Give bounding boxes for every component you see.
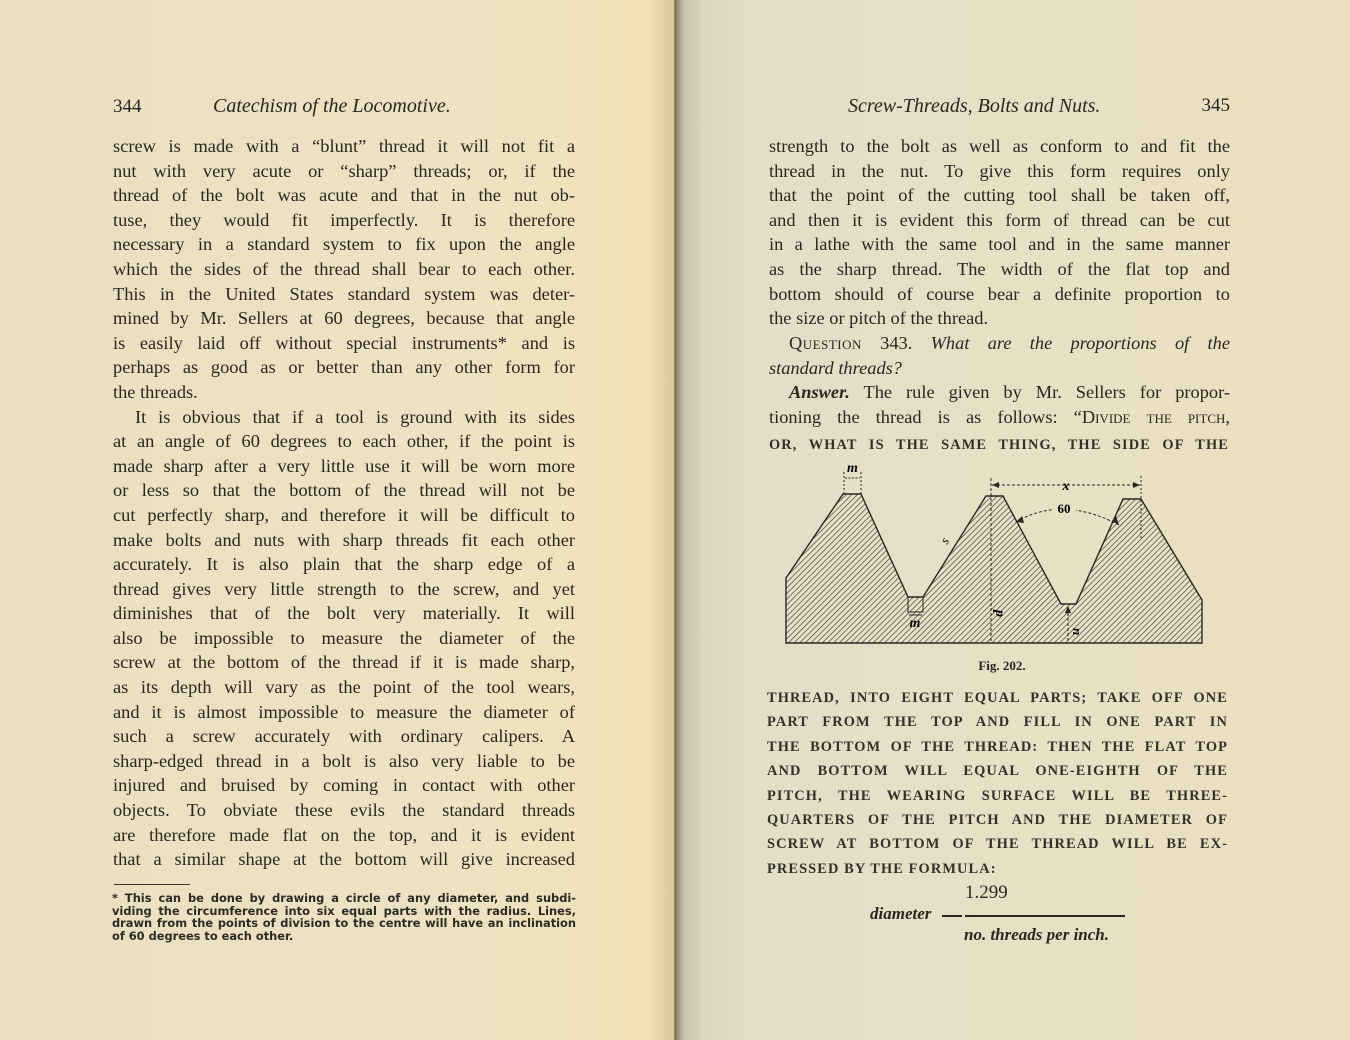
left-running-title: Catechism of the Locomotive. bbox=[213, 95, 451, 117]
text-line: make bolts and nuts with sharp threads fit each other bbox=[113, 529, 575, 550]
answer-label: Answer. bbox=[789, 382, 850, 403]
caps-line: PART FROM THE TOP AND FILL IN ONE PART IN bbox=[767, 714, 1228, 731]
text-line: that a similar shape at the bottom will give increased bbox=[113, 849, 575, 870]
answer-text: The rule given by Mr. Sellers for propor- bbox=[863, 382, 1230, 403]
text-line: as its depth will vary as the point of the tool wears, bbox=[113, 677, 575, 698]
label-s: s bbox=[936, 534, 953, 547]
footnote-line: viding the circumference into six equal parts with the radius. Lines, bbox=[112, 903, 576, 918]
left-page-number: 344 bbox=[113, 96, 142, 117]
text-line: tuse, they would fit imperfectly. It is therefore bbox=[113, 209, 575, 230]
text-line: thread gives very little strength to the screw, and yet bbox=[113, 578, 575, 599]
text-line: screw is made with a “blunt” thread it will not fit a bbox=[113, 136, 575, 156]
figure-caption: Fig. 202. bbox=[978, 658, 1026, 673]
caps-line: QUARTERS OF THE PITCH AND THE DIAMETER OF bbox=[767, 811, 1228, 828]
text-line: or less so that the bottom of the thread will not be bbox=[113, 480, 575, 501]
text-line: strength to the bolt as well as conform to and fit the bbox=[769, 136, 1230, 156]
label-m-bottom: m bbox=[909, 616, 921, 631]
diameter-formula bbox=[868, 880, 1148, 950]
question-text: What are the proportions of the bbox=[930, 333, 1230, 353]
thread-diagram bbox=[784, 460, 1208, 646]
text-line: mined by Mr. Sellers at 60 degrees, because that angle bbox=[113, 308, 575, 329]
formula-numerator: 1.299 bbox=[965, 882, 1008, 903]
formula-fraction-bar bbox=[965, 915, 1125, 917]
label-p: p bbox=[992, 610, 1007, 617]
label-x: x bbox=[1062, 479, 1070, 494]
caps-line: AND BOTTOM WILL EQUAL ONE-EIGHTH OF THE bbox=[767, 763, 1228, 780]
caps-line: THREAD, INTO EIGHT EQUAL PARTS; TAKE OFF ONE bbox=[767, 690, 1228, 706]
question-label: Question bbox=[789, 333, 862, 353]
label-m-top: m bbox=[847, 461, 858, 476]
text-line: accurately. It is also plain that the sharp edge of a bbox=[113, 554, 575, 575]
text-line: diminishes that of the bolt very materially. It will bbox=[113, 603, 575, 624]
text-line: which the sides of the thread shall bear to each other. bbox=[113, 258, 575, 279]
text-line: as the sharp thread. The width of the flat top and bbox=[769, 258, 1230, 279]
right-body-text bbox=[769, 134, 1230, 331]
text-line: perhaps as good as or better than any other form for bbox=[113, 357, 575, 378]
answer-rule-caps-2 bbox=[767, 686, 1228, 881]
answer-caps-start: “Divide the pitch, bbox=[1073, 406, 1230, 427]
text-line: injured and bruised by coming in contact with other bbox=[113, 775, 575, 796]
text-line: sharp-edged thread in a bolt is also very liable to be bbox=[113, 750, 575, 771]
footnote-divider bbox=[114, 884, 190, 885]
right-running-title: Screw-Threads, Bolts and Nuts. bbox=[848, 95, 1101, 117]
text-line: screw at the bottom of the thread if it is made sharp, bbox=[113, 652, 575, 673]
label-60-degrees: 60 bbox=[1057, 501, 1071, 516]
caps-line: PRESSED BY THE FORMULA: bbox=[767, 860, 997, 877]
caps-line: PITCH, THE WEARING SURFACE WILL BE THREE- bbox=[767, 787, 1228, 804]
formula-lhs: diameter bbox=[870, 904, 932, 923]
question-number: 343. bbox=[880, 333, 913, 353]
text-line: nut with very acute or “sharp” threads; or, if the bbox=[113, 160, 575, 181]
text-line: are therefore made flat on the top, and it is evident bbox=[113, 824, 575, 845]
label-n: n bbox=[1070, 628, 1085, 636]
text-line: bottom should of course bear a definite proportion to bbox=[769, 283, 1230, 304]
text-line: such a screw accurately with ordinary calipers. A bbox=[113, 726, 575, 747]
question-text-cont: standard threads? bbox=[769, 357, 902, 378]
text-line: the size or pitch of the thread. bbox=[769, 308, 989, 329]
formula-denominator: no. threads per inch. bbox=[964, 925, 1109, 944]
answer-rule-caps-1 bbox=[769, 433, 1229, 457]
footnote-line: drawn from the points of division to the centre will have an inclination bbox=[112, 916, 576, 931]
text-line: necessary in a standard system to fix upon the angle bbox=[113, 234, 575, 255]
caps-line: SCREW AT BOTTOM OF THE THREAD WILL BE EX- bbox=[767, 836, 1228, 853]
text-line: made sharp after a very little use it will be worn more bbox=[113, 455, 575, 476]
footnote-line: * This can be done by drawing a circle of any diameter, and subdi- bbox=[112, 891, 576, 905]
right-page-number: 345 bbox=[1201, 95, 1230, 116]
text-line: This in the United States standard system was deter- bbox=[113, 283, 575, 304]
footnote bbox=[112, 892, 576, 942]
text-line: and then it is evident this form of thread can be cut bbox=[769, 209, 1230, 230]
caps-line: THE BOTTOM OF THE THREAD: THEN THE FLAT TOP bbox=[767, 738, 1228, 755]
right-running-head bbox=[848, 92, 1232, 120]
text-line: the threads. bbox=[113, 381, 198, 402]
text-line: in a lathe with the same tool and in the same manner bbox=[769, 234, 1230, 255]
text-line: It is obvious that if a tool is ground with its sides bbox=[135, 406, 575, 427]
question-343 bbox=[769, 331, 1230, 429]
text-line: is easily laid off without special instruments* and is bbox=[113, 332, 575, 353]
left-running-head bbox=[113, 92, 583, 120]
text-line: and it is almost impossible to measure the diameter of bbox=[113, 701, 575, 722]
text-line: thread of the bolt was acute and that in the nut ob- bbox=[113, 185, 575, 206]
text-line: that the point of the cutting tool shall be taken off, bbox=[769, 185, 1230, 206]
left-body-text bbox=[113, 134, 575, 872]
text-line: cut perfectly sharp, and therefore it will be difficult to bbox=[113, 504, 575, 525]
answer-text-2: tioning the thread is as follows: bbox=[769, 406, 1058, 427]
text-line: objects. To obviate these evils the standard threads bbox=[113, 800, 575, 821]
formula-minus bbox=[942, 915, 962, 917]
caps-line: OR, WHAT IS THE SAME THING, THE SIDE OF THE bbox=[769, 437, 1229, 453]
text-line: at an angle of 60 degrees to each other, if the point is bbox=[113, 431, 575, 452]
thread-profile bbox=[786, 494, 1202, 643]
book-gutter bbox=[674, 0, 677, 1040]
text-line: thread in the nut. To give this form requires only bbox=[769, 160, 1230, 181]
footnote-line: of 60 degrees to each other. bbox=[112, 928, 294, 943]
text-line: also be impossible to measure the diameter of the bbox=[113, 627, 575, 648]
